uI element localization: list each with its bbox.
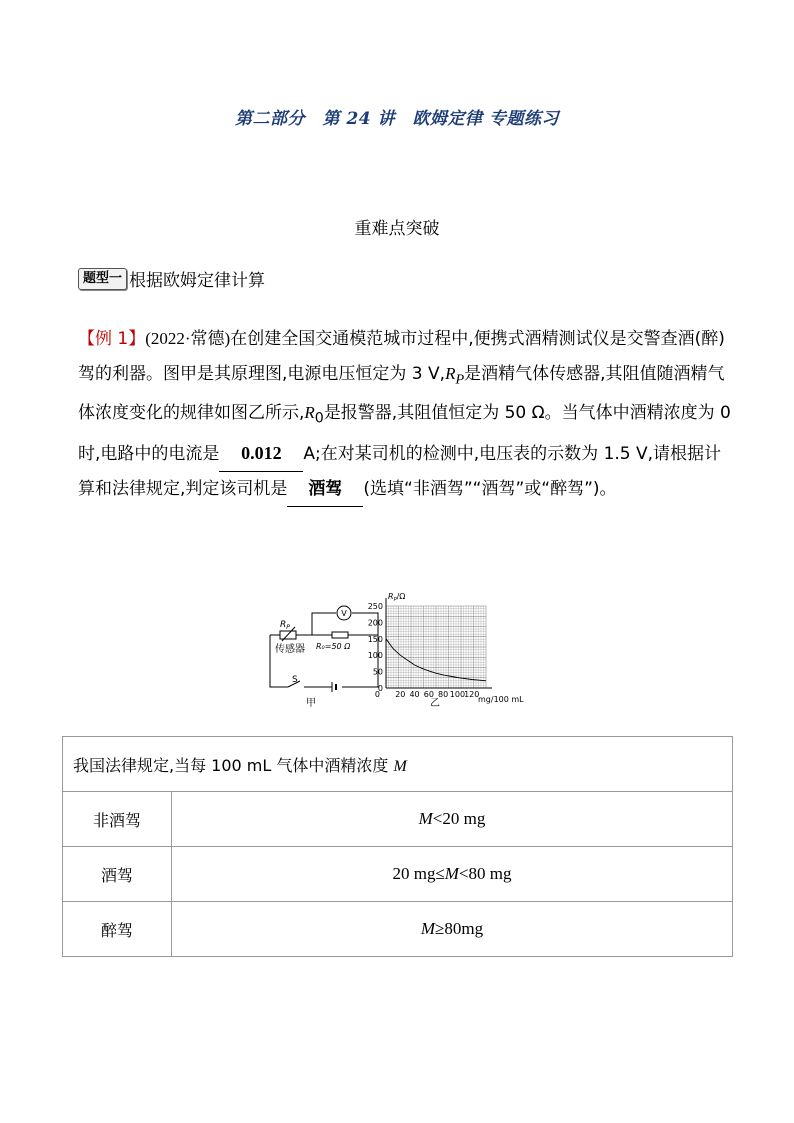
x-tick-label: 100	[449, 690, 466, 699]
page-title: 第二部分 第 24 讲 欧姆定律 专题练习	[235, 109, 559, 129]
sensor-label: 传感器	[275, 644, 305, 655]
figure	[260, 590, 550, 710]
graph-caption: 乙	[430, 698, 440, 709]
graph-ylabel: R	[388, 592, 394, 601]
question-type-row	[78, 266, 265, 291]
table-row	[63, 847, 733, 902]
r0-subscript: 0	[314, 410, 324, 427]
question-text-4: A;在对某司机的检测中,电压表的示数为 1.5 V,请根据计算和法律规定,判定该司机是	[78, 444, 722, 499]
y-tick-label: 100	[367, 651, 383, 661]
question-text	[78, 322, 738, 507]
table-header: 我国法律规定,当每 100 mL 气体中酒精浓度 M	[63, 737, 733, 792]
question-type-label: 根据欧姆定律计算	[129, 271, 266, 291]
y-tick-label: 50	[372, 667, 383, 677]
circuit-caption: 甲	[306, 698, 316, 709]
sensor-subscript: P	[286, 624, 290, 631]
rp-symbol: R	[445, 363, 456, 383]
answer-current: 0.012	[219, 436, 303, 472]
svg-text:RP/Ω	[388, 592, 405, 603]
x-tick-label: 40	[409, 690, 420, 699]
question-type-badge: 题型一	[78, 268, 127, 290]
section-heading: 重难点突破	[354, 219, 440, 239]
graph-xlabel: mg/100 mL	[478, 695, 524, 704]
table-cell-range: 20 mg≤M<80 mg	[172, 847, 733, 902]
switch-label: S	[292, 675, 298, 685]
question-text-2: 是酒精气体传感器,其阻值随酒精气体浓度变化的规律如图乙所示,	[78, 363, 725, 424]
y-tick-label: 250	[367, 602, 383, 611]
table-cell-range: M<20 mg	[172, 792, 733, 847]
question-text-3: 是报警器,其阻值恒定为 50 Ω。当气体中酒精浓度为 0 时,电路中的电流是	[78, 403, 731, 465]
x-tick-label: 20	[395, 690, 406, 699]
x-tick-label: 80	[438, 690, 449, 699]
r0-label: R₀=50 Ω	[316, 642, 351, 651]
table-header-row	[63, 737, 733, 792]
y-tick-label: 0	[377, 684, 383, 693]
table-row	[63, 902, 733, 957]
example-label: 【例 1】	[78, 329, 146, 349]
x-tick-label: 60	[423, 690, 434, 699]
graph-ylabel-sub: P	[393, 597, 397, 603]
sensor-symbol: R	[280, 620, 287, 630]
question-text-1: 在创建全国交通模范城市过程中,便携式酒精测试仪是交警查酒(醉)驾的利器。图甲是其原理图,电源电压恒定为 3 V,	[78, 329, 725, 384]
svg-text:RP	[280, 620, 290, 631]
question-source: (2022·常德)	[145, 329, 231, 348]
y-tick-label: 200	[367, 618, 383, 628]
voltmeter-label: V	[341, 609, 347, 618]
answer-verdict: 酒驾	[287, 472, 363, 508]
table-cell-range: M≥80mg	[172, 902, 733, 957]
y-tick-label: 150	[367, 634, 383, 644]
x-tick-label: 120	[464, 690, 480, 699]
resistance-graph	[368, 598, 492, 699]
law-table	[62, 736, 733, 957]
graph-yunit: /Ω	[396, 592, 406, 601]
table-cell-label: 非酒驾	[63, 792, 172, 847]
rp-subscript: P	[455, 370, 465, 387]
table-cell-label: 醉驾	[63, 902, 172, 957]
table-cell-label: 酒驾	[63, 847, 172, 902]
x-tick-label: 0	[374, 690, 380, 699]
r0-symbol: R	[304, 403, 315, 423]
table-row	[63, 792, 733, 847]
question-text-5: (选填“非酒驾”“酒驾”或“醉驾”)。	[363, 478, 617, 499]
